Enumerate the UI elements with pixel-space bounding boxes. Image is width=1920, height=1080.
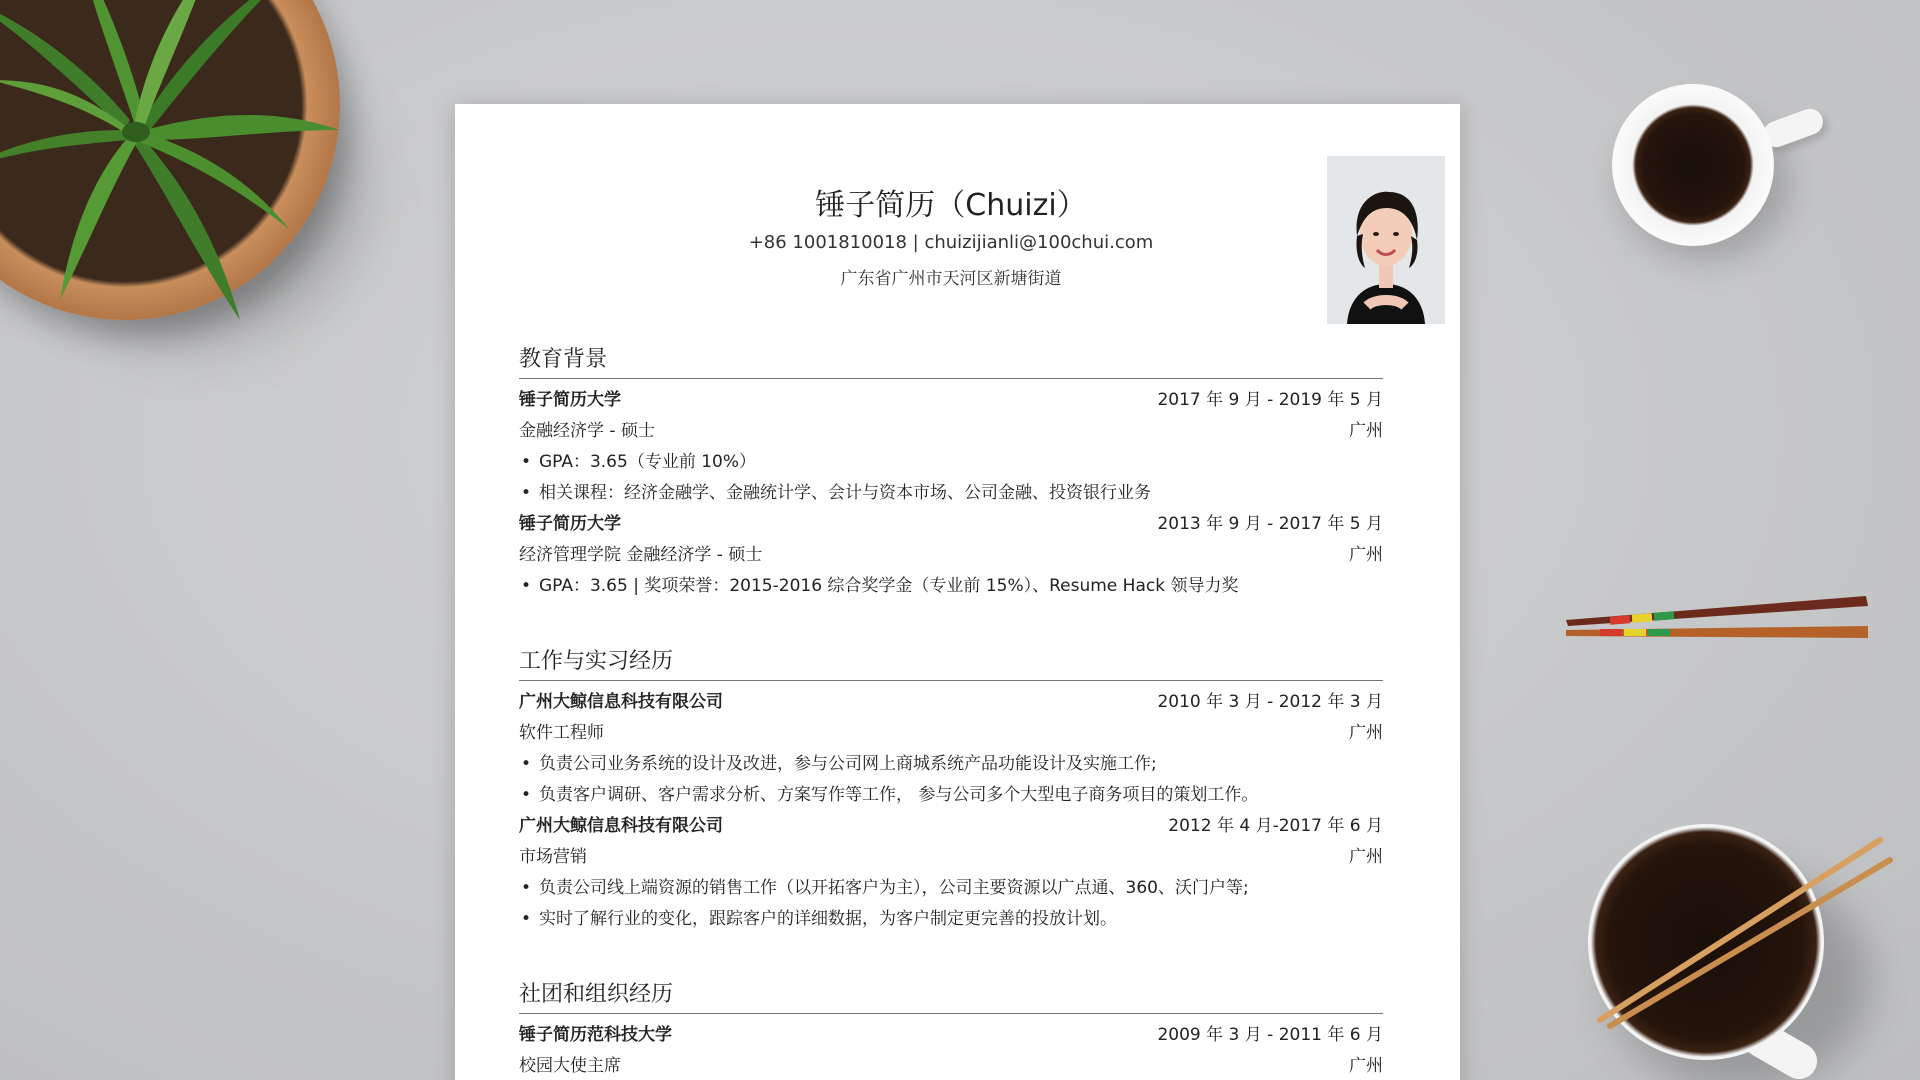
resume-paper: [455, 104, 1460, 1080]
chopsticks-icon: [1560, 590, 1880, 650]
education-bullet: • GPA：3.65 | 奖项荣誉：2015-2016 综合奖学金（专业前 15%）、Resume Hack 领导力奖: [519, 571, 1383, 602]
education-org: 锤子简历大学: [519, 390, 621, 410]
clubs-title: 社团和组织经历: [519, 977, 1383, 1014]
coffee-cup-icon: [1612, 84, 1774, 246]
education-location: 广州: [1349, 545, 1383, 565]
education-org: 锤子简历大学: [519, 514, 621, 534]
education-date: 2013 年 9 月 - 2017 年 5 月: [1157, 514, 1383, 534]
education-section: [519, 342, 1383, 602]
work-entry-1-sub: [519, 718, 1383, 749]
work-entry-2-sub: [519, 842, 1383, 873]
education-degree: 经济管理学院 金融经济学 - 硕士: [519, 545, 763, 565]
work-date: 2010 年 3 月 - 2012 年 3 月: [1157, 692, 1383, 712]
resume-name: 锤子简历（Chuizi）: [815, 188, 1087, 223]
clubs-org: 锤子简历范科技大学: [519, 1025, 672, 1045]
work-date: 2012 年 4 月-2017 年 6 月: [1168, 816, 1383, 836]
work-bullet: • 实时了解行业的变化，跟踪客户的详细数据，为客户制定更完善的投放计划。: [519, 904, 1383, 935]
clubs-entry-1-sub: [519, 1051, 1383, 1080]
education-entry-1-sub: [519, 416, 1383, 447]
work-bullet: • 负责公司业务系统的设计及改进，参与公司网上商城系统产品功能设计及实施工作;: [519, 749, 1383, 780]
work-title: 工作与实习经历: [519, 644, 1383, 681]
clubs-entry-1-header: [519, 1020, 1383, 1051]
plant-leaves-icon: [0, 0, 380, 380]
work-role: 市场营销: [519, 847, 587, 867]
education-entry-1-header: [519, 385, 1383, 416]
education-entry-2-sub: [519, 540, 1383, 571]
work-org: 广州大鲸信息科技有限公司: [519, 816, 723, 836]
clubs-section: [519, 977, 1383, 1080]
work-location: 广州: [1349, 723, 1383, 743]
work-location: 广州: [1349, 847, 1383, 867]
education-date: 2017 年 9 月 - 2019 年 5 月: [1157, 390, 1383, 410]
education-location: 广州: [1349, 421, 1383, 441]
education-entry-2-header: [519, 509, 1383, 540]
wooden-chopsticks-icon: [1580, 830, 1900, 1030]
education-title: 教育背景: [519, 342, 1383, 379]
resume-contact: +86 1001810018 | chuizijianli@100chui.com: [748, 232, 1154, 253]
work-entry-2-header: [519, 811, 1383, 842]
work-entry-1-header: [519, 687, 1383, 718]
work-role: 软件工程师: [519, 723, 604, 743]
clubs-role: 校园大使主席: [519, 1056, 621, 1076]
work-bullet: • 负责客户调研、客户需求分析、方案写作等工作， 参与公司多个大型电子商务项目的策划工作。: [519, 780, 1383, 811]
clubs-location: 广州: [1349, 1056, 1383, 1076]
work-org: 广州大鲸信息科技有限公司: [519, 692, 723, 712]
education-bullet: • GPA：3.65（专业前 10%）: [519, 447, 1383, 478]
work-section: [519, 644, 1383, 935]
education-degree: 金融经济学 - 硕士: [519, 421, 655, 441]
clubs-date: 2009 年 3 月 - 2011 年 6 月: [1157, 1025, 1383, 1045]
profile-photo: [1327, 156, 1445, 324]
work-bullet: • 负责公司线上端资源的销售工作（以开拓客户为主），公司主要资源以广点通、360、沃门户等;: [519, 873, 1383, 904]
education-bullet: • 相关课程：经济金融学、金融统计学、会计与资本市场、公司金融、投资银行业务: [519, 478, 1383, 509]
resume-address: 广东省广州市天河区新塘街道: [840, 269, 1062, 289]
